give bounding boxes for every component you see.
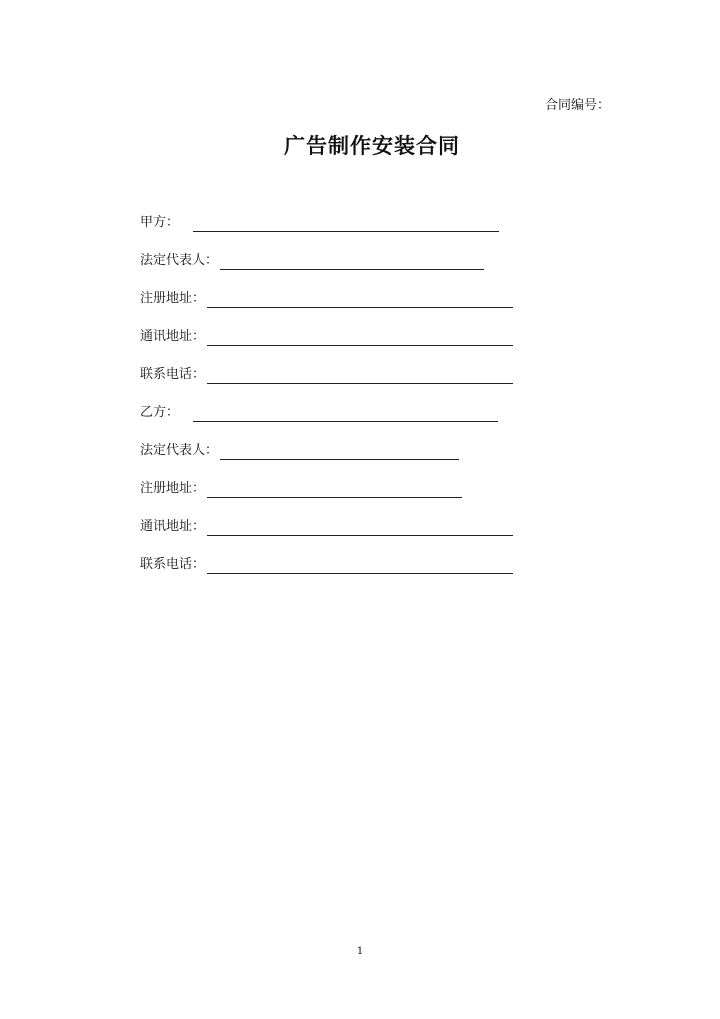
party-a-name-field[interactable] bbox=[193, 214, 499, 232]
contract-number-label: 合同编号： bbox=[545, 98, 611, 113]
party-a-mail-address-row bbox=[140, 324, 513, 346]
party-b-name-row bbox=[140, 400, 498, 422]
party-a-mail-address-field[interactable] bbox=[207, 328, 513, 346]
party-b-legal-rep-field[interactable] bbox=[220, 442, 459, 460]
party-a-reg-address-label: 注册地址： bbox=[140, 291, 206, 306]
party-a-legal-rep-label: 法定代表人： bbox=[140, 253, 219, 268]
party-a-phone-field[interactable] bbox=[207, 366, 513, 384]
document-title: 广告制作安装合同 bbox=[284, 133, 460, 158]
party-a-phone-label: 联系电话： bbox=[140, 367, 206, 382]
party-b-name-label: 乙方： bbox=[140, 405, 180, 420]
party-b-name-field[interactable] bbox=[193, 404, 498, 422]
party-b-legal-rep-row bbox=[140, 438, 459, 460]
party-b-mail-address-row bbox=[140, 514, 513, 536]
party-a-legal-rep-field[interactable] bbox=[220, 252, 484, 270]
party-a-legal-rep-row bbox=[140, 248, 484, 270]
party-b-reg-address-row bbox=[140, 476, 462, 498]
party-b-mail-address-field[interactable] bbox=[207, 518, 513, 536]
party-b-phone-label: 联系电话： bbox=[140, 557, 206, 572]
party-a-name-row bbox=[140, 210, 499, 232]
party-b-mail-address-label: 通讯地址： bbox=[140, 519, 206, 534]
party-a-phone-row bbox=[140, 362, 513, 384]
party-a-name-label: 甲方： bbox=[140, 215, 180, 230]
party-b-phone-field[interactable] bbox=[207, 556, 513, 574]
party-a-mail-address-label: 通讯地址： bbox=[140, 329, 206, 344]
party-b-legal-rep-label: 法定代表人： bbox=[140, 443, 219, 458]
party-a-reg-address-field[interactable] bbox=[207, 290, 513, 308]
party-b-phone-row bbox=[140, 552, 513, 574]
party-b-reg-address-label: 注册地址： bbox=[140, 481, 206, 496]
party-a-reg-address-row bbox=[140, 286, 513, 308]
page-number: 1 bbox=[356, 946, 364, 957]
party-b-reg-address-field[interactable] bbox=[207, 480, 462, 498]
